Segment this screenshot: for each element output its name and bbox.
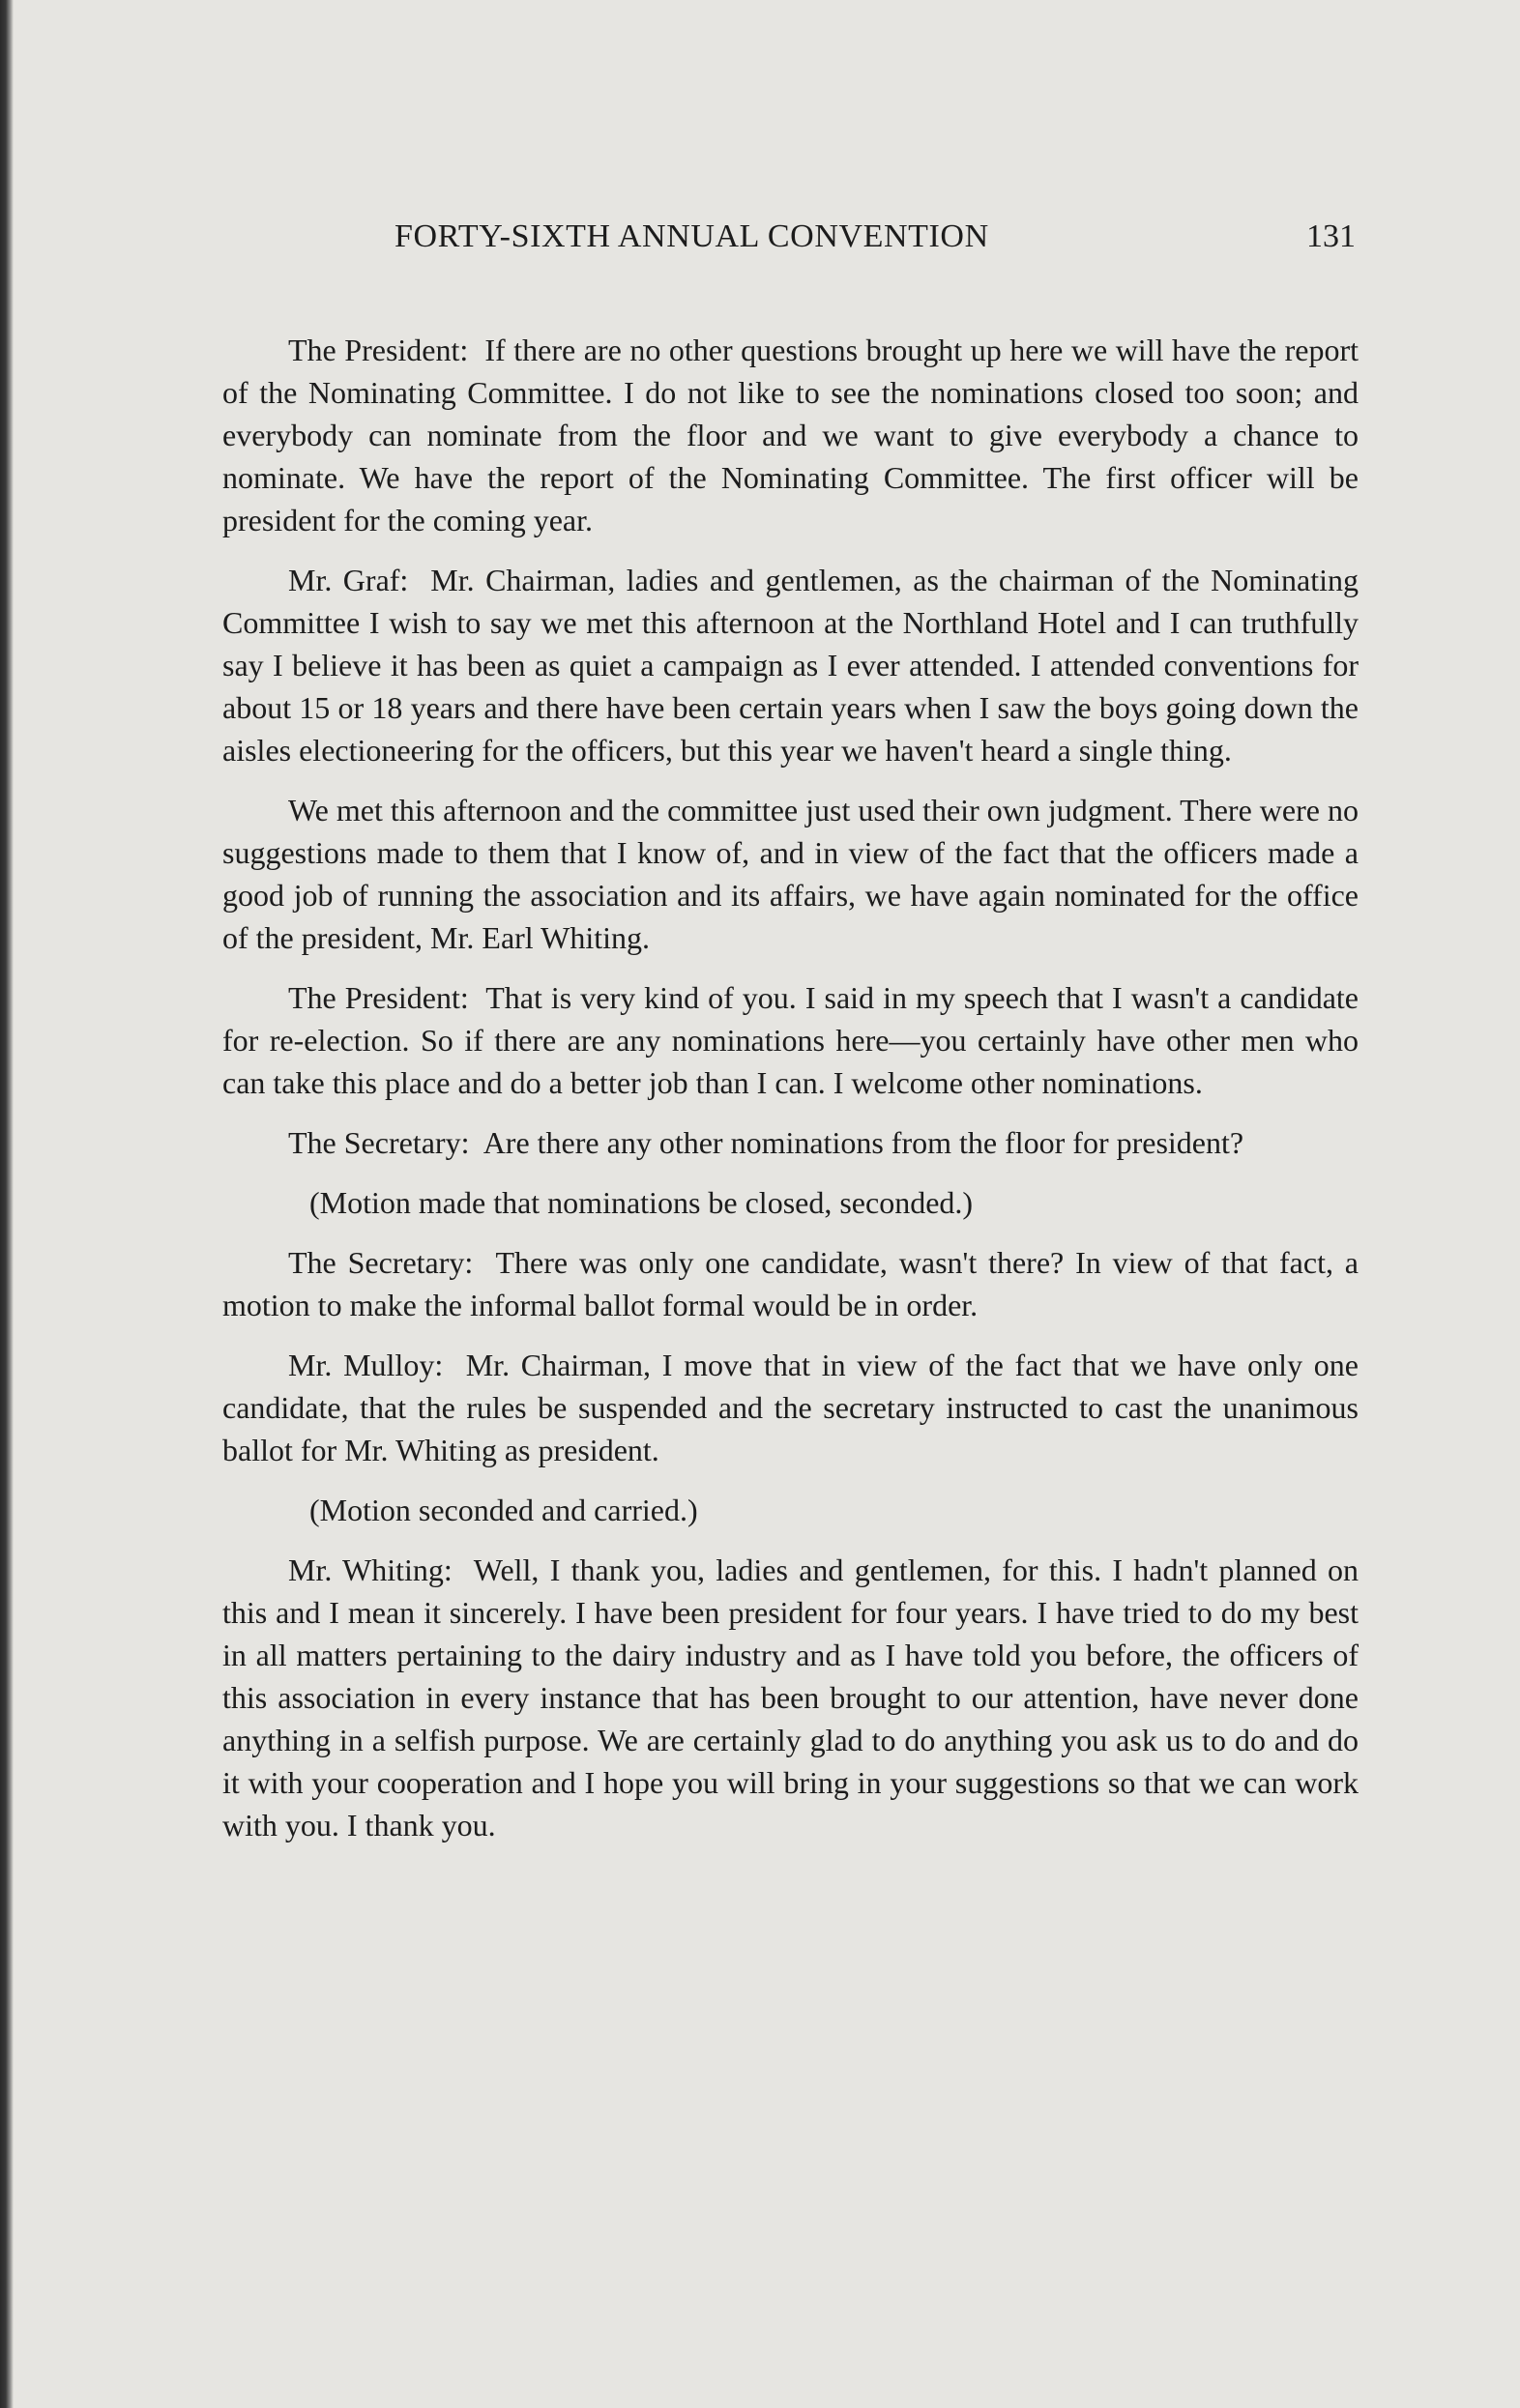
paragraph-graf-2 [222,789,1359,959]
motion-note-carried [222,1489,1359,1531]
paragraph-text: (Motion seconded and carried.) [309,1493,698,1527]
paragraph-text: (Motion made that nominations be closed, seconded.) [309,1185,974,1220]
transcript-body [222,329,1359,1864]
paragraph-whiting [222,1549,1359,1846]
paragraph-mulloy [222,1344,1359,1471]
paragraph-text: We met this afternoon and the committee just used their own judgment. There were no suggestions made to them that I know of, and in view of the fact that the officers made a good job of running the association and its affairs, we have again nominated for the office of the president, Mr. Earl Whiting. [222,793,1359,955]
paragraph-text: Mr. Chairman, ladies and gentlemen, as the chairman of the Nominating Committee I wish to say we met this afternoon at the Northland Hotel and I can truthfully say I believe it has been as quiet a campaign as I ever attended. I attended conventions for about 15 or 18 years and there have been certain years when I saw the boys going down the aisles electioneering for the officers, but this year we haven't heard a single thing. [222,563,1359,768]
paragraph-text: Mr. Chairman, I move that in view of the fact that we have only one candidate, that the rules be suspended and the secretary instructed to cast the unanimous ballot for Mr. Whiting as president. [222,1348,1359,1467]
paragraph-president-2 [222,976,1359,1104]
paragraph-text: There was only one candidate, wasn't there? In view of that fact, a motion to make the informal ballot formal would be in order. [222,1245,1359,1322]
paragraph-text: Well, I thank you, ladies and gentlemen, for this. I hadn't planned on this and I mean it sincerely. I have been president for four years. I have tried to do my best in all matters pertaining to the dairy industry and as I have told you before, the officers of this association in every instance that has been brought to our attention, have never done anything in a selfish purpose. We are certainly glad to do anything you ask us to do and do it with your cooperation and I hope you will bring in your suggestions so that we can work with you. I thank you. [222,1552,1359,1842]
speaker-label: The Secretary: [288,1245,474,1280]
speaker-label: Mr. Graf: [288,563,409,597]
paragraph-secretary-1 [222,1121,1359,1164]
paragraph-text: That is very kind of you. I said in my speech that I wasn't a candidate for re-election. So if there are any nominations here—you certainly have other men who can take this place and do a better job than I can. I welcome other nominations. [222,980,1359,1100]
page-binding-edge [0,0,14,2408]
paragraph-text: If there are no other questions brought up here we will have the report of the Nominating Committee. I do not like to see the nominations closed too soon; and everybody can nominate from the floor and we want to give everybody a chance to nominate. We have the report of the Nominating Committee. The first officer will be president for the coming year. [222,333,1359,537]
speaker-label: Mr. Whiting: [288,1552,453,1587]
speaker-label: Mr. Mulloy: [288,1348,444,1382]
speaker-label: The President: [288,980,469,1015]
paragraph-president-1 [222,329,1359,541]
page-number: 131 [1306,218,1356,254]
page-header [395,218,1356,257]
paragraph-graf-1 [222,559,1359,771]
paragraph-secretary-2 [222,1241,1359,1326]
motion-note-closed [222,1181,1359,1224]
running-title: FORTY-SIXTH ANNUAL CONVENTION [395,218,989,254]
speaker-label: The Secretary: [288,1125,470,1160]
paragraph-text: Are there any other nominations from the floor for president? [482,1125,1244,1160]
speaker-label: The President: [288,333,469,367]
